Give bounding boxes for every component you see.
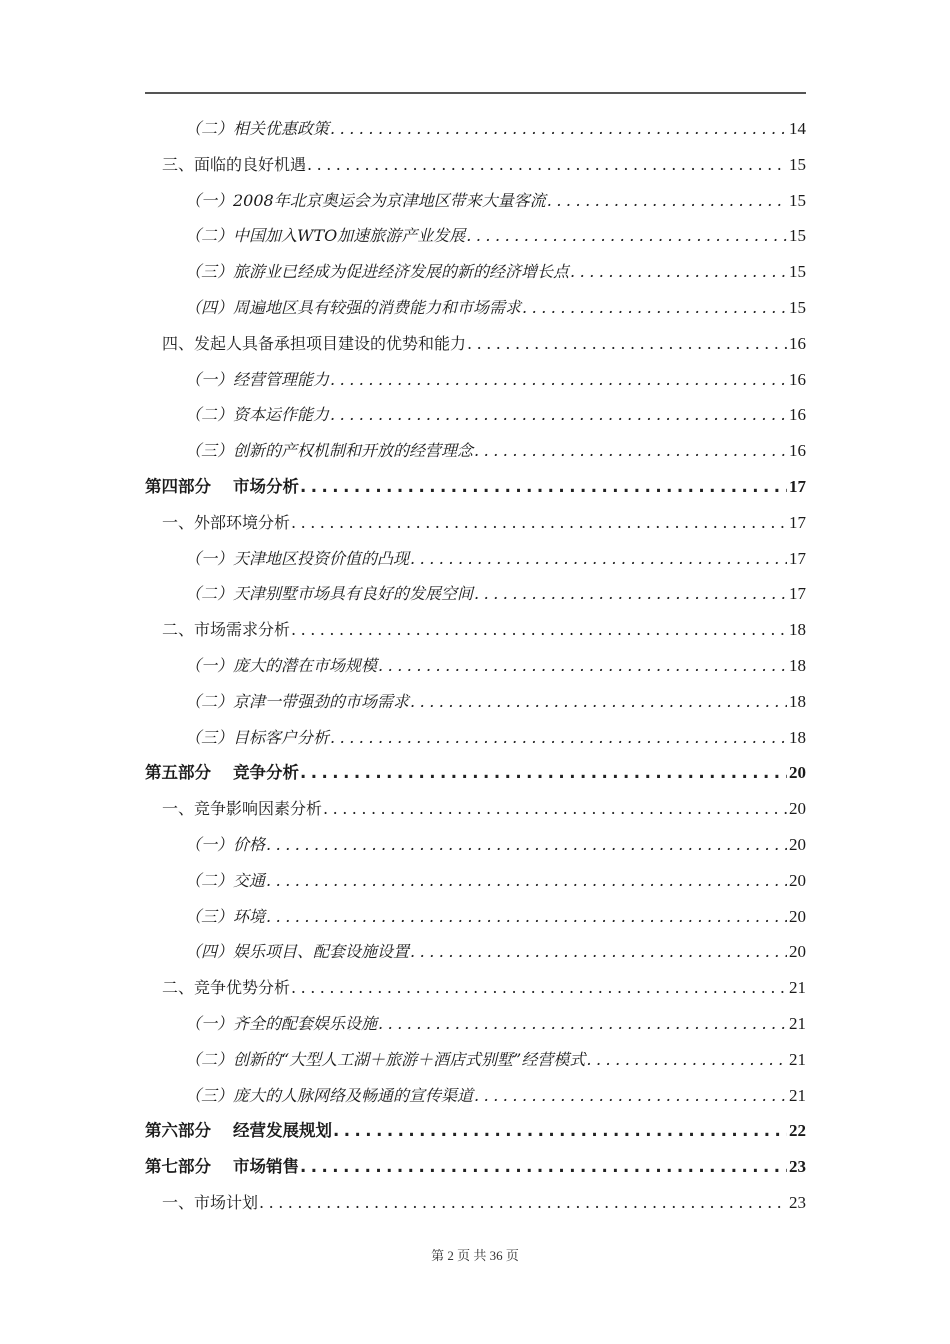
- toc-entry-title: （一）2008年北京奥运会为京津地区带来大量客流: [185, 190, 546, 210]
- toc-entry-title: 一、外部环境分析: [162, 512, 291, 532]
- page-indicator: 第 2 页 共 36 页: [431, 1248, 519, 1263]
- toc-entry-title: 四、发起人具备承担项目建设的优势和能力: [162, 333, 467, 353]
- toc-page-number: 20: [789, 870, 806, 890]
- toc-subsection-entry[interactable]: [145, 433, 806, 469]
- toc-subsection-entry[interactable]: [145, 684, 806, 720]
- toc-part-label: 第七部分: [145, 1157, 211, 1177]
- toc-dot-leader: [329, 362, 787, 398]
- toc-page-number: 17: [789, 512, 806, 532]
- toc-page-number: 15: [789, 297, 806, 317]
- toc-dot-leader: [473, 433, 787, 469]
- toc-entry-title: 二、竞争优势分析: [162, 978, 291, 998]
- table-of-contents: [145, 111, 806, 1221]
- toc-subsection-entry[interactable]: [145, 1006, 806, 1042]
- toc-part-title: 市场销售: [233, 1157, 299, 1177]
- toc-dot-leader: [473, 576, 787, 612]
- toc-entry-title: （三）庞大的人脉网络及畅通的宣传渠道: [185, 1085, 474, 1105]
- toc-page-number: 21: [789, 1085, 806, 1105]
- toc-page-number: 15: [789, 226, 806, 246]
- toc-dot-leader: [265, 863, 787, 899]
- toc-dot-leader: [473, 1078, 787, 1114]
- toc-page-number: 18: [789, 655, 806, 675]
- toc-dot-leader: [569, 254, 787, 290]
- header-rule: [145, 92, 806, 94]
- toc-page-number: 23: [789, 1192, 806, 1212]
- toc-subsection-entry[interactable]: [145, 1078, 806, 1114]
- toc-page-number: 18: [789, 691, 806, 711]
- toc-part-entry[interactable]: [145, 1113, 806, 1149]
- toc-entry-title: （二）相关优惠政策: [185, 119, 330, 138]
- toc-dot-leader: [329, 720, 787, 756]
- toc-dot-leader: [290, 505, 787, 541]
- toc-page-number: 17: [789, 584, 806, 604]
- toc-dot-leader: [332, 1113, 787, 1149]
- toc-subsection-entry[interactable]: [145, 648, 806, 684]
- toc-page-number: 23: [789, 1157, 806, 1177]
- toc-entry-title: （二）创新的“大型人工湖＋旅游＋酒店式别墅”经营模式: [185, 1049, 586, 1069]
- toc-section-entry[interactable]: [145, 970, 806, 1006]
- toc-dot-leader: [306, 147, 787, 183]
- toc-page-number: 21: [789, 1013, 806, 1033]
- toc-entry-title: （一）齐全的配套娱乐设施: [185, 1013, 378, 1033]
- toc-subsection-entry[interactable]: [145, 111, 806, 147]
- toc-page-number: 18: [789, 620, 806, 640]
- toc-dot-leader: [546, 183, 787, 219]
- toc-part-label: 第五部分: [145, 763, 211, 783]
- toc-dot-leader: [377, 648, 787, 684]
- toc-subsection-entry[interactable]: [145, 1042, 806, 1078]
- toc-entry-title: （三）创新的产权机制和开放的经营理念: [185, 441, 474, 461]
- toc-dot-leader: [299, 469, 787, 505]
- toc-page-number: 20: [789, 799, 806, 819]
- toc-entry-title: （一）经营管理能力: [185, 369, 330, 389]
- toc-entry-title: 一、市场计划: [162, 1192, 259, 1212]
- toc-dot-leader: [299, 1149, 787, 1185]
- toc-page-number: 21: [789, 978, 806, 998]
- toc-entry-title: [145, 755, 299, 791]
- toc-entry-title: （三）目标客户分析: [185, 727, 330, 747]
- toc-dot-leader: [377, 1006, 787, 1042]
- toc-dot-leader: [466, 326, 787, 362]
- toc-entry-title: （二）京津一带强劲的市场需求: [185, 691, 410, 711]
- toc-subsection-entry[interactable]: [145, 899, 806, 935]
- toc-subsection-entry[interactable]: [145, 576, 806, 612]
- toc-subsection-entry[interactable]: [145, 218, 806, 254]
- toc-section-entry[interactable]: [145, 1185, 806, 1221]
- toc-page-number: 15: [789, 190, 806, 210]
- toc-subsection-entry[interactable]: [145, 934, 806, 970]
- toc-subsection-entry[interactable]: [145, 254, 806, 290]
- toc-entry-title: （二）中国加入WTO加速旅游产业发展: [185, 226, 466, 246]
- toc-entry-title: （三）环境: [185, 906, 266, 926]
- toc-dot-leader: [265, 827, 787, 863]
- toc-subsection-entry[interactable]: [145, 541, 806, 577]
- toc-dot-leader: [521, 290, 787, 326]
- toc-entry-title: （一）价格: [185, 834, 266, 854]
- toc-dot-leader: [299, 755, 787, 791]
- toc-subsection-entry[interactable]: [145, 362, 806, 398]
- toc-page-number: 20: [789, 763, 806, 783]
- toc-part-label: 第四部分: [145, 476, 211, 496]
- toc-page-number: 17: [789, 548, 806, 568]
- toc-page-number: 16: [789, 369, 806, 389]
- toc-dot-leader: [322, 791, 787, 827]
- toc-entry-title: [145, 1113, 332, 1149]
- toc-dot-leader: [465, 218, 787, 254]
- toc-page-number: 14: [789, 119, 806, 138]
- toc-page-number: 21: [789, 1049, 806, 1069]
- toc-dot-leader: [329, 397, 787, 433]
- toc-dot-leader: [409, 541, 787, 577]
- toc-entry-title: （一）天津地区投资价值的凸现: [185, 548, 410, 568]
- toc-part-entry[interactable]: [145, 1149, 806, 1185]
- toc-entry-title: （二）交通: [185, 870, 266, 890]
- toc-part-title: 市场分析: [233, 476, 299, 496]
- toc-page-number: 16: [789, 405, 806, 425]
- toc-page-number: 20: [789, 834, 806, 854]
- toc-section-entry[interactable]: [145, 791, 806, 827]
- toc-page-number: 15: [789, 154, 806, 174]
- toc-entry-title: （四）周遍地区具有较强的消费能力和市场需求: [185, 297, 522, 317]
- toc-dot-leader: [329, 111, 787, 147]
- toc-page-number: 15: [789, 262, 806, 282]
- toc-section-entry[interactable]: [145, 612, 806, 648]
- toc-entry-title: 三、面临的良好机遇: [162, 154, 307, 174]
- toc-subsection-entry[interactable]: [145, 397, 806, 433]
- toc-page-number: 22: [789, 1121, 806, 1141]
- toc-dot-leader: [585, 1042, 787, 1078]
- toc-subsection-entry[interactable]: [145, 827, 806, 863]
- page-footer: [0, 1245, 950, 1264]
- toc-page-number: 17: [789, 476, 806, 496]
- toc-subsection-entry[interactable]: [145, 290, 806, 326]
- toc-section-entry[interactable]: [145, 326, 806, 362]
- toc-entry-title: 一、竞争影响因素分析: [162, 799, 323, 819]
- toc-page-number: 18: [789, 727, 806, 747]
- toc-section-entry[interactable]: [145, 147, 806, 183]
- toc-dot-leader: [409, 934, 787, 970]
- toc-part-entry[interactable]: [145, 755, 806, 791]
- toc-entry-title: （一）庞大的潜在市场规模: [185, 655, 378, 675]
- toc-page-number: 16: [789, 333, 806, 353]
- toc-dot-leader: [409, 684, 787, 720]
- toc-subsection-entry[interactable]: [145, 720, 806, 756]
- toc-part-title: 竞争分析: [233, 763, 299, 783]
- toc-page-number: 20: [789, 906, 806, 926]
- toc-dot-leader: [265, 899, 787, 935]
- toc-subsection-entry[interactable]: [145, 863, 806, 899]
- toc-page-number: 16: [789, 441, 806, 461]
- toc-entry-title: [145, 469, 299, 505]
- toc-entry-title: [145, 1149, 299, 1185]
- toc-entry-title: （三）旅游业已经成为促进经济发展的新的经济增长点: [185, 262, 570, 282]
- toc-dot-leader: [258, 1185, 787, 1221]
- toc-entry-title: （四）娱乐项目、配套设施设置: [185, 942, 410, 962]
- toc-subsection-entry[interactable]: [145, 183, 806, 219]
- toc-part-entry[interactable]: [145, 469, 806, 505]
- toc-part-label: 第六部分: [145, 1121, 211, 1141]
- toc-entry-title: （二）资本运作能力: [185, 405, 330, 425]
- toc-entry-title: 二、市场需求分析: [162, 620, 291, 640]
- toc-part-title: 经营发展规划: [233, 1121, 332, 1141]
- toc-dot-leader: [290, 612, 787, 648]
- toc-dot-leader: [290, 970, 787, 1006]
- toc-page-number: 20: [789, 942, 806, 962]
- toc-entry-title: （二）天津别墅市场具有良好的发展空间: [185, 584, 474, 604]
- toc-section-entry[interactable]: [145, 505, 806, 541]
